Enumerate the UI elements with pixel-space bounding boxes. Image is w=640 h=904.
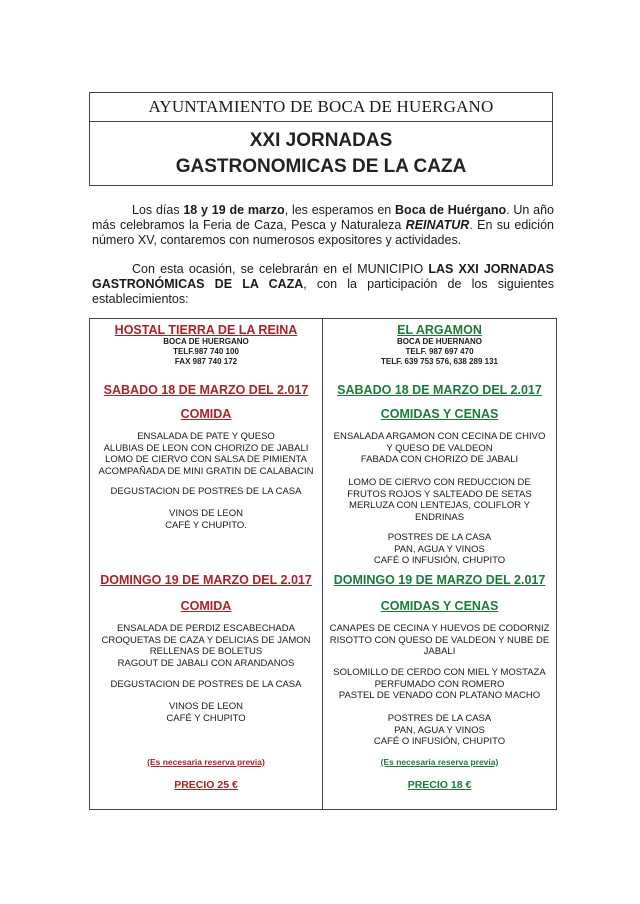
venue-column-hostal — [90, 319, 323, 809]
venue-location: BOCA DE HUERGANO — [163, 337, 249, 346]
dish-item: FABADA CON CHORIZO DE JABALI — [360, 454, 519, 465]
dish-item: VINOS DE LEON — [169, 508, 243, 519]
meal-heading: COMIDAS Y CENAS — [380, 407, 499, 421]
dish-item: PAN, AGUA Y VINOS — [394, 543, 485, 555]
dish-item: RAGOUT DE JABALI CON ARANDANOS — [117, 657, 295, 669]
dish-list — [323, 623, 556, 658]
dish-item: RELLENAS DE BOLETUS — [149, 646, 263, 657]
day-heading-sunday: DOMINGO 19 DE MARZO DEL 2.017 — [333, 573, 546, 587]
dish-item: ALUBIAS DE LEON CON CHORIZO DE JABALI — [103, 442, 309, 454]
venue-phone: TELF.987 740 100 — [173, 347, 239, 356]
venue-name: HOSTAL TIERRA DE LA REINA — [114, 323, 298, 337]
day-heading-saturday: SABADO 18 DE MARZO DEL 2.017 — [103, 383, 309, 397]
dish-item: VINOS DE LEON — [169, 701, 243, 712]
dish-item: SOLOMILLO DE CERDO CON MIEL Y MOSTAZA — [333, 667, 546, 678]
dish-item: FRUTOS ROJOS Y SALTEADO DE SETAS — [347, 488, 532, 500]
day-heading-sunday: DOMINGO 19 DE MARZO DEL 2.017 — [100, 573, 312, 587]
dish-item: CROQUETAS DE CAZA Y DELICIAS DE JAMON — [101, 634, 311, 646]
menu-table — [89, 318, 557, 810]
venue-location: BOCA DE HUERNANO — [396, 337, 483, 346]
drinks-list — [90, 508, 322, 531]
event-dates: 18 y 19 de marzo — [183, 203, 285, 217]
reservation-note: (Es necesaria reserva previa) — [147, 757, 265, 767]
dish-item: CAFÉ O INFUSIÓN, CHUPITO — [373, 555, 506, 566]
drinks-list — [90, 701, 322, 724]
day-heading-saturday: SABADO 18 DE MARZO DEL 2.017 — [337, 383, 542, 397]
dish-item: RISOTTO CON QUESO DE VALDEON Y NUBE DE — [329, 634, 550, 646]
dessert-list — [90, 679, 322, 691]
venue-name: EL ARGAMON — [397, 323, 482, 337]
dish-item: ENSALADA DE PERDIZ ESCABECHADA — [117, 623, 295, 634]
meal-heading: COMIDA — [180, 599, 232, 613]
dish-list — [90, 431, 322, 477]
venue-column-argamon — [323, 319, 556, 809]
price-label: PRECIO 18 € — [407, 779, 472, 791]
dish-item: LOMO DE CIERVO CON SALSA DE PIMIENTA — [105, 454, 307, 465]
dish-list — [90, 623, 322, 669]
dish-item: PASTEL DE VENADO CON PLATANO MACHO — [338, 690, 541, 701]
dish-list — [323, 431, 556, 466]
main-course-list — [323, 477, 556, 523]
intro-paragraph-2 — [92, 262, 554, 307]
venue-phone-secondary: TELF. 639 753 576, 638 289 131 — [381, 357, 498, 366]
header-box — [89, 92, 553, 186]
meal-heading: COMIDA — [180, 407, 232, 421]
venue-fax: FAX 987 740 172 — [174, 357, 238, 366]
intro-text: Los días — [132, 203, 184, 217]
dish-item: ENDRINAS — [414, 511, 465, 523]
dish-item: POSTRES DE LA CASA — [387, 532, 492, 543]
intro-text: . Un año más celebramos la Feria de Caza, Pesca y Naturaleza — [92, 203, 554, 232]
venue-phone: TELF. 987 697 470 — [405, 347, 474, 356]
dessert-list — [323, 713, 556, 748]
dish-item: Y QUESO DE VALDEON — [386, 442, 493, 454]
dish-item: CAFÉ O INFUSIÓN, CHUPITO — [373, 736, 506, 747]
dish-item: CANAPES DE CECINA Y HUEVOS DE CODORNIZ — [329, 623, 550, 634]
dessert-list — [323, 532, 556, 567]
dish-item: MERLUZA CON LENTEJAS, COLIFLOR Y — [349, 500, 530, 511]
dish-item: DEGUSTACION DE POSTRES DE LA CASA — [110, 679, 302, 690]
dish-item: DEGUSTACION DE POSTRES DE LA CASA — [110, 486, 302, 497]
event-name-bold: LAS XXI JORNADAS GASTRONÓMICAS DE LA CAZA — [92, 262, 554, 291]
dessert-list — [90, 486, 322, 498]
event-title-line-2: GASTRONOMICAS DE LA CAZA — [175, 156, 467, 177]
dish-item: PERFUMADO CON ROMERO — [374, 678, 505, 690]
dish-item: ENSALADA ARGAMON CON CECINA DE CHIVO — [333, 431, 546, 442]
org-title: AYUNTAMIENTO DE BOCA DE HUERGANO — [148, 97, 494, 116]
dish-item: POSTRES DE LA CASA — [387, 713, 492, 724]
dish-item: JABALI — [423, 646, 456, 657]
intro-text: . En su edición número XV, contaremos con numerosos expositores y actividades. — [92, 218, 554, 247]
event-title-line-1: XXI JORNADAS — [249, 130, 393, 151]
event-place: Boca de Huérgano — [395, 203, 507, 217]
dish-item: PAN, AGUA Y VINOS — [394, 724, 485, 736]
dish-item: CAFÉ Y CHUPITO — [166, 712, 246, 724]
intro-text: , les esperamos en — [284, 203, 396, 217]
reservation-note: (Es necesaria reserva previa) — [380, 757, 499, 767]
intro-text: Con esta ocasión, se celebrarán en el MUNICIPIO — [132, 262, 429, 276]
intro-paragraph-1 — [92, 203, 554, 248]
price-label: PRECIO 25 € — [174, 779, 238, 791]
dish-item: ACOMPAÑADA DE MINI GRATIN DE CALABACIN — [98, 465, 314, 477]
meal-heading: COMIDAS Y CENAS — [380, 599, 499, 613]
dish-item: LOMO DE CIERVO CON REDUCCION DE — [348, 477, 531, 488]
main-course-list — [323, 667, 556, 702]
intro-text: , con la participación de los siguientes establecimientos: — [92, 277, 555, 306]
dish-item: CAFÉ Y CHUPITO. — [165, 519, 247, 531]
fair-name: REINATUR — [405, 218, 470, 232]
header-divider — [90, 121, 552, 122]
dish-item: ENSALADA DE PATE Y QUESO — [137, 431, 275, 442]
